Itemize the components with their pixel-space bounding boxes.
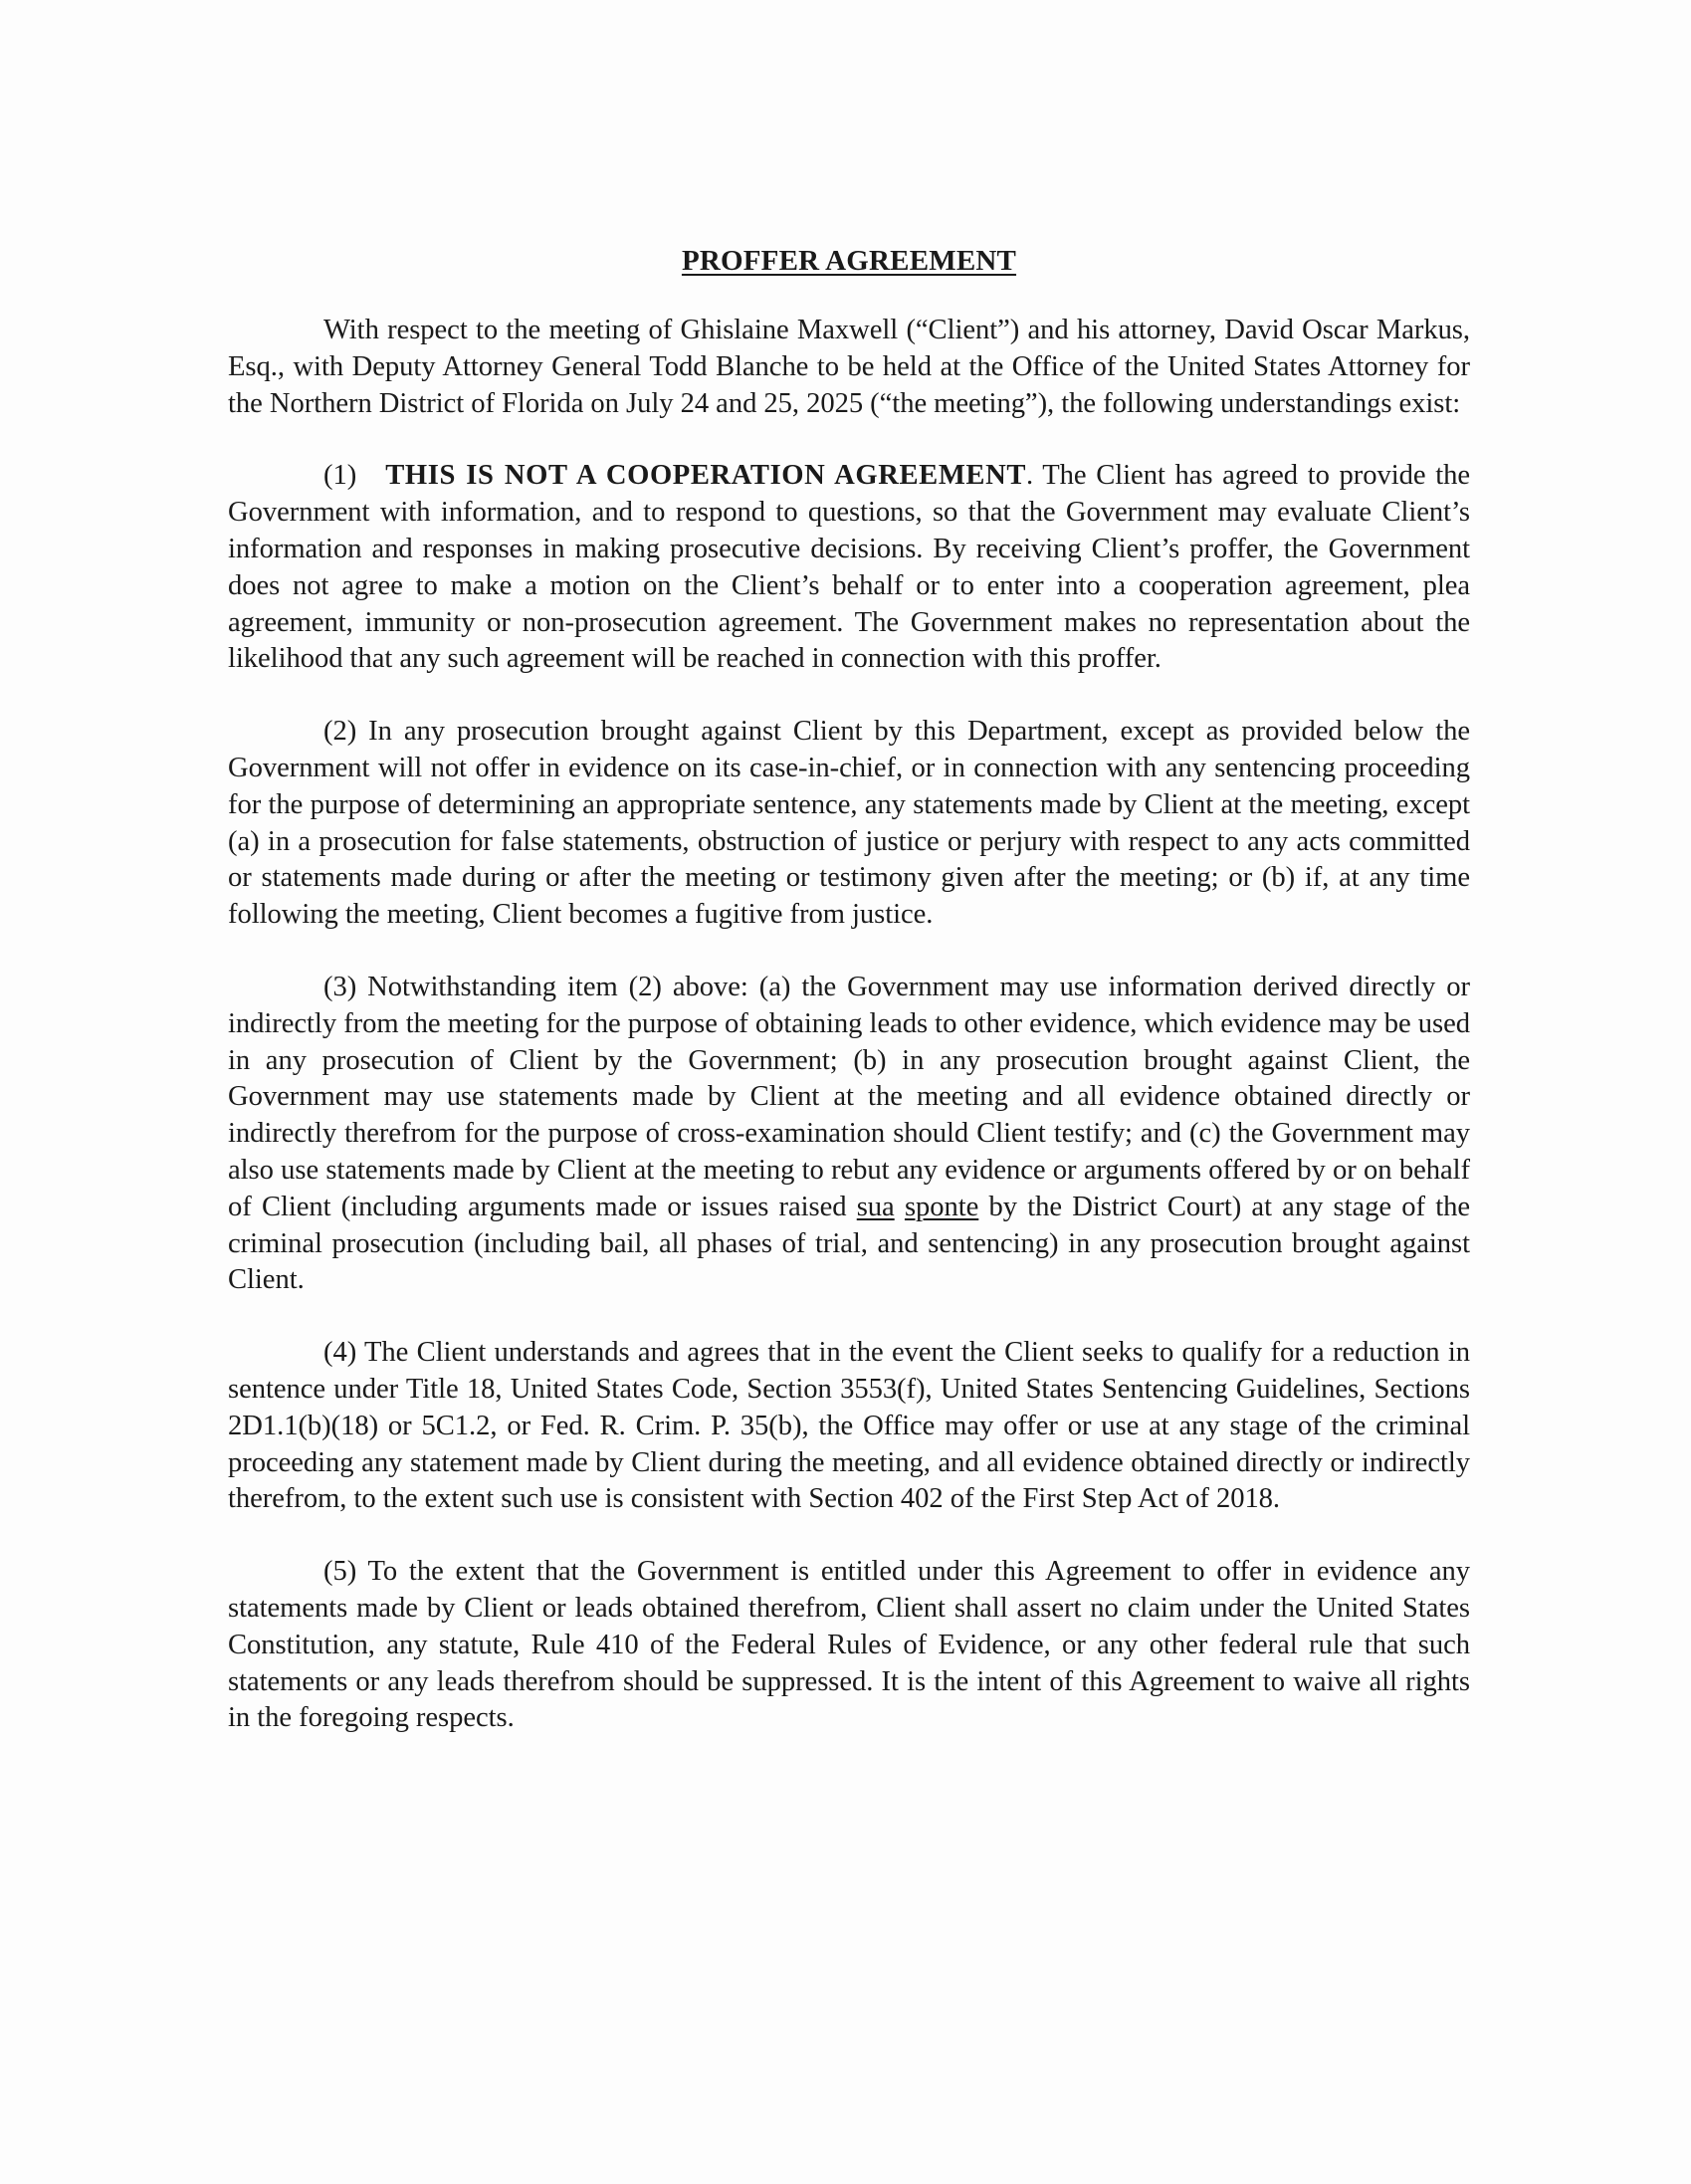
item-5-paragraph: (5) To the extent that the Government is entitled under this Agreement to offer in evidence any statements made by Client or leads obtained therefrom, Client shall assert no claim under the United States Constitution, any statute, Rule 410 of the Federal Rules of Evidence, or any other federal rule that such statements or any leads therefrom should be suppressed. It is the intent of this Agreement to waive all rights in the foregoing respects. xyxy=(228,1556,1470,1734)
item-1-paragraph xyxy=(228,458,1470,678)
item-3-underlined-sponte: sponte xyxy=(904,1191,979,1222)
item-3-underlined-sua: sua xyxy=(856,1191,895,1222)
document-body xyxy=(228,243,1470,1773)
item-3-paragraph xyxy=(228,970,1470,1299)
item-2-paragraph: (2) In any prosecution brought against Client by this Department, except as provided below the Government will not offer in evidence on its case-in-chief, or in connection with any sentencing proceeding for the purpose of determining an appropriate sentence, any statements made by Client at the meeting, except (a) in a prosecution for false statements, obstruction of justice or perjury with respect to any acts committed or statements made during or after the meeting or testimony given after the meeting; or (b) if, at any time following the meeting, Client becomes a fugitive from justice. xyxy=(228,716,1470,931)
item-1-text: The Client has agreed to provide the Government with information, and to respond to questions, so that the Government may evaluate Client’s information and responses in making prosecutive decisions. By receiving Client’s proffer, the Government does not agree to make a motion on the Client’s behalf or to enter into a cooperation agreement, plea agreement, immunity or non-prosecution agreement. The Government makes no representation about the likelihood that any such agreement will be reached in connection with this proffer. xyxy=(228,460,1470,675)
item-4-paragraph: (4) The Client understands and agrees that in the event the Client seeks to qualify for a reduction in sentence under Title 18, United States Code, Section 3553(f), United States Sentencing Guidelines, Sections 2D1.1(b)(18) or 5C1.2, or Fed. R. Crim. P. 35(b), the Office may offer or use at any stage of the criminal proceeding any statement made by Client during the meeting, and all evidence obtained directly or indirectly therefrom, to the extent such use is consistent with Section 402 of the First Step Act of 2018. xyxy=(228,1337,1470,1515)
item-1-heading-end: . xyxy=(1026,460,1034,492)
item-3-text-before: (3) Notwithstanding item (2) above: (a) the Government may use information derived directly or indirectly from the meeting for the purpose of obtaining leads to other evidence, which evidence may be used in any prosecution of Client by the Government; (b) in any prosecution brought against Client, the Government may use statements made by Client at the meeting and all evidence obtained directly or indirectly therefrom for the purpose of cross-examination should Client testify; and (c) the Government may also use statements made by Client at the meeting to rebut any evidence or arguments offered by or on behalf of Client (including arguments made or issues raised xyxy=(228,971,1470,1222)
item-1-number: (1) xyxy=(323,460,357,492)
item-3-text-after: by the District Court) at any stage of the criminal prosecution (including bail, all phases of trial, and sentencing) in any prosecution brought against Client. xyxy=(228,1191,1471,1296)
intro-paragraph: With respect to the meeting of Ghislaine Maxwell (“Client”) and his attorney, David Oscar Markus, Esq., with Deputy Attorney General Todd Blanche to be held at the Office of the United States Attorney for the Northern District of Florida on July 24 and 25, 2025 (“the meeting”), the following understandings exist: xyxy=(228,315,1470,419)
document-title: PROFFER AGREEMENT xyxy=(681,245,1017,277)
item-1-heading: THIS IS NOT A COOPERATION AGREEMENT xyxy=(385,460,1026,492)
